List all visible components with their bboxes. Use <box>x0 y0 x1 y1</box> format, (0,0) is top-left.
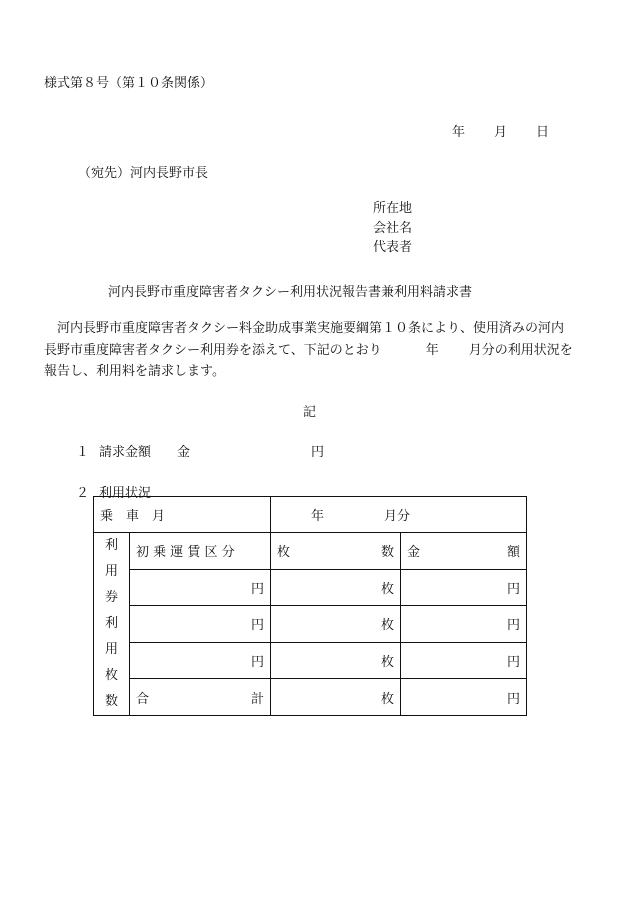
boarding-month-year: 年 <box>311 509 325 524</box>
col-count-header: 枚 数 <box>271 533 401 570</box>
item1-label: 請求金額 <box>99 445 152 460</box>
fare-cell[interactable]: 円 <box>130 642 271 679</box>
col-amount-header: 金 額 <box>401 533 527 570</box>
table-row-header <box>94 533 527 570</box>
table-row <box>94 606 527 643</box>
item1-unit: 円 <box>311 445 325 460</box>
date-year: 年 <box>452 125 466 140</box>
vertical-label: 利 用 券 利 用 枚 数 <box>94 533 130 716</box>
ki-heading: 記 <box>303 405 317 420</box>
fare-cell[interactable]: 円 <box>130 569 271 606</box>
boarding-month-value <box>271 497 527 533</box>
body-part1: 河内長野市重度障害者タクシー料金助成事業実施要綱第１０条により、使用済みの河内長野市重度障害者タクシー利用券を添えて、下記のとおり <box>44 321 565 358</box>
document-title: 河内長野市重度障害者タクシー利用状況報告書兼利用料請求書 <box>108 285 473 300</box>
form-number: 様式第８号（第１０条関係） <box>44 76 214 91</box>
count-cell[interactable]: 枚 <box>271 642 401 679</box>
sender-representative-label: 代表者 <box>373 240 413 255</box>
amount-cell[interactable]: 円 <box>401 642 527 679</box>
addressee: （宛先）河内長野市長 <box>78 166 209 181</box>
item2-label: 利用状況 <box>99 486 152 501</box>
table-row-boarding-month <box>94 497 527 533</box>
sender-company-label: 会社名 <box>373 220 413 236</box>
count-cell[interactable]: 枚 <box>271 569 401 606</box>
usage-table <box>93 496 527 716</box>
total-label: 合 計 <box>130 679 271 716</box>
amount-cell[interactable]: 円 <box>401 569 527 606</box>
sender-block <box>373 199 412 258</box>
boarding-month-month: 月分 <box>384 509 411 524</box>
item1-prefix: 金 <box>177 445 191 460</box>
item-billing-amount <box>76 441 324 460</box>
body-part2: 月分の利用状況を報告し、利用料を請求します。 <box>44 342 573 379</box>
date-day: 日 <box>536 125 550 140</box>
table-row <box>94 642 527 679</box>
body-year: 年 <box>425 342 439 358</box>
total-count-cell[interactable]: 枚 <box>271 679 401 716</box>
fare-cell[interactable]: 円 <box>130 606 271 643</box>
body-text <box>44 318 574 383</box>
date-line <box>452 121 549 140</box>
amount-cell[interactable]: 円 <box>401 606 527 643</box>
sender-address-label: 所在地 <box>373 201 413 216</box>
table-row <box>94 569 527 606</box>
item1-number: １ <box>76 445 90 460</box>
total-amount-cell[interactable]: 円 <box>401 679 527 716</box>
item2-number: ２ <box>76 486 90 501</box>
col-fare-header: 初 乗 運 賃 区 分 <box>130 533 271 570</box>
table-row-total <box>94 679 527 716</box>
boarding-month-label: 乗 車 月 <box>94 497 271 533</box>
count-cell[interactable]: 枚 <box>271 606 401 643</box>
date-month: 月 <box>494 125 508 140</box>
